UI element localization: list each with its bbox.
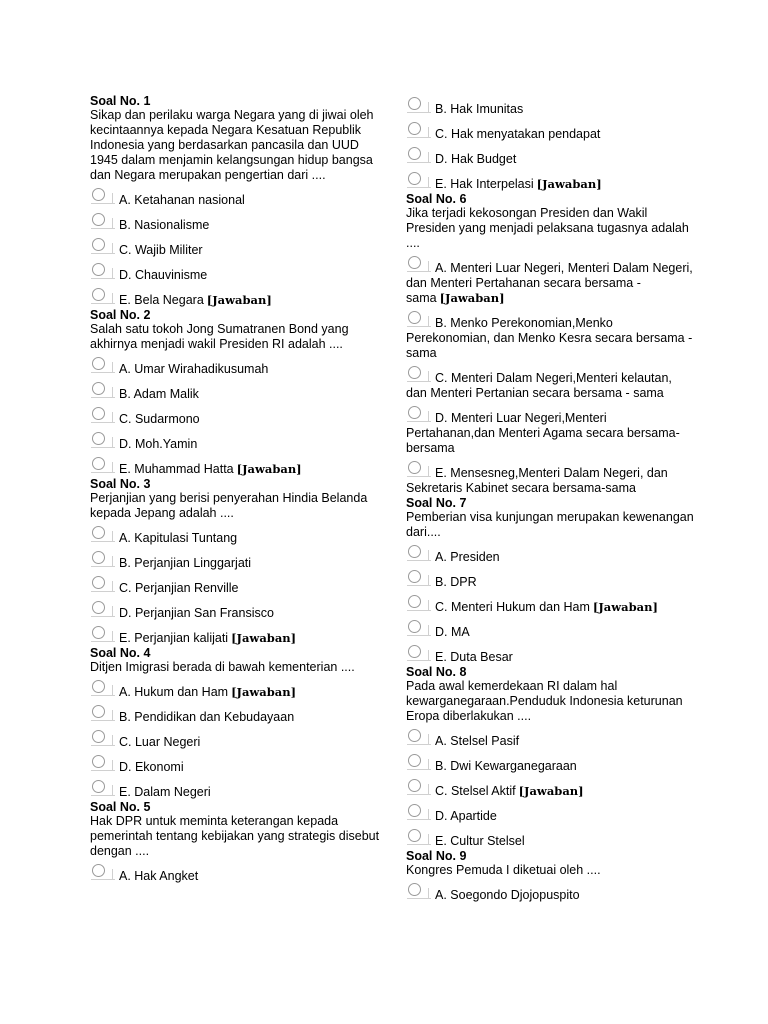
radio-button[interactable] [408, 729, 421, 742]
question-title: Soal No. 2 [90, 308, 151, 322]
option-8b[interactable] [406, 759, 696, 774]
option-3e[interactable] [90, 631, 380, 646]
radio-button[interactable] [92, 626, 105, 639]
radio-button[interactable] [408, 779, 421, 792]
option-label: B. Hak Imunitas [435, 102, 524, 116]
option-label: C. Perjanjian Renville [119, 581, 239, 595]
radio-button[interactable] [408, 883, 421, 896]
option-label: B. Menko Perekonomian,Menko Perekonomian, dan Menko Kesra secara bersama - sama [406, 316, 693, 360]
radio-button[interactable] [408, 311, 421, 324]
option-6b[interactable] [406, 316, 696, 361]
option-label: E. Cultur Stelsel [435, 834, 525, 848]
option-label: C. Menteri Hukum dan Ham [435, 600, 590, 614]
radio-button[interactable] [92, 407, 105, 420]
option-label: C. Hak menyatakan pendapat [435, 127, 601, 141]
option-label: A. Hukum dan Ham [119, 685, 229, 699]
option-5d[interactable] [406, 152, 696, 167]
radio-button[interactable] [408, 256, 421, 269]
option-2c[interactable] [90, 412, 380, 427]
option-label: A. Presiden [435, 550, 500, 564]
question-text: Kongres Pemuda I diketuai oleh .... [406, 863, 601, 877]
option-5e[interactable] [406, 177, 696, 192]
option-label: D. Apartide [435, 809, 497, 823]
question-title: Soal No. 8 [406, 665, 467, 679]
answer-marker: [Jawaban] [536, 177, 602, 191]
question-3 [90, 477, 380, 646]
option-label: C. Wajib Militer [119, 243, 203, 257]
question-8 [406, 665, 696, 849]
question-text: Pemberian visa kunjungan merupakan kewenangan dari.... [406, 510, 694, 539]
option-label: E. Dalam Negeri [119, 785, 211, 799]
radio-button[interactable] [408, 754, 421, 767]
question-title: Soal No. 7 [406, 496, 467, 510]
option-1c[interactable] [90, 243, 380, 258]
radio-button[interactable] [92, 755, 105, 768]
radio-button[interactable] [408, 122, 421, 135]
option-label: D. Chauvinisme [119, 268, 208, 282]
option-label: E. Perjanjian kalijati [119, 631, 229, 645]
option-1e[interactable] [90, 293, 380, 308]
option-7e[interactable] [406, 650, 696, 665]
radio-button[interactable] [408, 97, 421, 110]
radio-button[interactable] [92, 864, 105, 877]
radio-button[interactable] [92, 576, 105, 589]
option-label: D. Ekonomi [119, 760, 184, 774]
question-text: Pada awal kemerdekaan RI dalam hal kewarganegaraan.Penduduk Indonesia keturunan Eropa diberlakukan .... [406, 679, 683, 723]
option-label: B. Nasionalisme [119, 218, 210, 232]
option-8e[interactable] [406, 834, 696, 849]
option-5b[interactable] [406, 102, 696, 117]
option-8d[interactable] [406, 809, 696, 824]
question-6 [406, 192, 696, 496]
radio-button[interactable] [408, 461, 421, 474]
option-7d[interactable] [406, 625, 696, 640]
option-label: C. Stelsel Aktif [435, 784, 516, 798]
radio-button[interactable] [408, 829, 421, 842]
radio-button[interactable] [92, 526, 105, 539]
option-label: D. MA [435, 625, 470, 639]
question-1 [90, 94, 380, 308]
option-2b[interactable] [90, 387, 380, 402]
question-2 [90, 308, 380, 477]
option-4d[interactable] [90, 760, 380, 775]
left-column [90, 94, 380, 884]
option-label: E. Duta Besar [435, 650, 513, 664]
option-6a[interactable] [406, 261, 696, 306]
radio-button[interactable] [408, 545, 421, 558]
radio-button[interactable] [92, 705, 105, 718]
option-2d[interactable] [90, 437, 380, 452]
question-title: Soal No. 9 [406, 849, 467, 863]
question-text: Perjanjian yang berisi penyerahan Hindia Belanda kepada Jepang adalah .... [90, 491, 368, 520]
option-4a[interactable] [90, 685, 380, 700]
option-label: D. Perjanjian San Fransisco [119, 606, 274, 620]
option-label: C. Sudarmono [119, 412, 200, 426]
answer-marker: [Jawaban] [518, 784, 584, 798]
option-label: B. Adam Malik [119, 387, 199, 401]
option-2e[interactable] [90, 462, 380, 477]
right-column [406, 102, 696, 903]
radio-button[interactable] [92, 288, 105, 301]
answer-marker: [Jawaban] [592, 600, 658, 614]
radio-button[interactable] [92, 780, 105, 793]
option-label: D. Menteri Luar Negeri,Menteri Pertahanan,dan Menteri Agama secara bersama-bersama [406, 411, 680, 455]
option-label: A. Umar Wirahadikusumah [119, 362, 269, 376]
option-label: C. Luar Negeri [119, 735, 201, 749]
radio-button[interactable] [92, 357, 105, 370]
radio-button[interactable] [92, 213, 105, 226]
radio-button[interactable] [408, 147, 421, 160]
option-label: B. Perjanjian Linggarjati [119, 556, 252, 570]
answer-marker: [Jawaban] [439, 291, 505, 305]
option-6e[interactable] [406, 466, 696, 496]
radio-button[interactable] [92, 601, 105, 614]
option-label: D. Moh.Yamin [119, 437, 198, 451]
option-7a[interactable] [406, 550, 696, 565]
option-4b[interactable] [90, 710, 380, 725]
question-title: Soal No. 4 [90, 646, 151, 660]
question-title: Soal No. 6 [406, 192, 467, 206]
radio-button[interactable] [92, 457, 105, 470]
option-label: B. Dwi Kewarganegaraan [435, 759, 577, 773]
option-label: A. Hak Angket [119, 869, 199, 883]
option-2a[interactable] [90, 362, 380, 377]
radio-button[interactable] [408, 570, 421, 583]
option-3b[interactable] [90, 556, 380, 571]
question-title: Soal No. 5 [90, 800, 151, 814]
question-title: Soal No. 3 [90, 477, 151, 491]
radio-button[interactable] [408, 366, 421, 379]
option-1d[interactable] [90, 268, 380, 283]
option-4c[interactable] [90, 735, 380, 750]
option-7c[interactable] [406, 600, 696, 615]
radio-button[interactable] [408, 804, 421, 817]
question-4 [90, 646, 380, 800]
radio-button[interactable] [92, 432, 105, 445]
option-5a[interactable] [90, 869, 380, 884]
option-label: C. Menteri Dalam Negeri,Menteri kelautan, dan Menteri Pertanian secara bersama - sama [406, 371, 672, 400]
option-8a[interactable] [406, 734, 696, 749]
option-1b[interactable] [90, 218, 380, 233]
radio-button[interactable] [92, 382, 105, 395]
radio-button[interactable] [92, 730, 105, 743]
option-label: E. Mensesneg,Menteri Dalam Negeri, dan Sekretaris Kabinet secara bersama-sama [406, 466, 668, 495]
question-5 [90, 800, 380, 884]
radio-button[interactable] [408, 172, 421, 185]
option-6c[interactable] [406, 371, 696, 401]
radio-button[interactable] [92, 188, 105, 201]
question-9 [406, 849, 696, 903]
option-7b[interactable] [406, 575, 696, 590]
question-text: Hak DPR untuk meminta keterangan kepada pemerintah tentang kebijakan yang strategis disebut dengan .... [90, 814, 380, 858]
option-label: A. Ketahanan nasional [119, 193, 245, 207]
option-4e[interactable] [90, 785, 380, 800]
option-1a[interactable] [90, 193, 380, 208]
question-text: Jika terjadi kekosongan Presiden dan Wakil Presiden yang menjadi pelaksana tugasnya adalah .... [406, 206, 689, 250]
question-7 [406, 496, 696, 665]
radio-button[interactable] [92, 263, 105, 276]
option-3c[interactable] [90, 581, 380, 596]
option-label: D. Hak Budget [435, 152, 517, 166]
option-label: E. Bela Negara [119, 293, 204, 307]
radio-button[interactable] [92, 238, 105, 251]
radio-button[interactable] [408, 406, 421, 419]
question-text: Sikap dan perilaku warga Negara yang di jiwai oleh kecintaannya kepada Negara Kesatuan Republik Indonesia yang berdasarkan pancasila dan UUD 1945 dalam menjamin kelangsungan hidup bangsa dan Negara merupakan pengertian dari .... [90, 108, 374, 182]
answer-marker: [Jawaban] [231, 631, 297, 645]
option-6d[interactable] [406, 411, 696, 456]
option-label: A. Menteri Luar Negeri, Menteri Dalam Negeri, dan Menteri Pertahanan secara bersama - sama [406, 261, 693, 305]
radio-button[interactable] [92, 680, 105, 693]
option-3a[interactable] [90, 531, 380, 546]
option-8c[interactable] [406, 784, 696, 799]
answer-marker: [Jawaban] [231, 685, 297, 699]
question-text: Ditjen Imigrasi berada di bawah kementerian .... [90, 660, 355, 674]
option-label: A. Stelsel Pasif [435, 734, 520, 748]
question-title: Soal No. 1 [90, 94, 151, 108]
question-text: Salah satu tokoh Jong Sumatranen Bond yang akhirnya menjadi wakil Presiden RI adalah .... [90, 322, 349, 351]
option-label: B. Pendidikan dan Kebudayaan [119, 710, 295, 724]
radio-button[interactable] [92, 551, 105, 564]
radio-button[interactable] [408, 595, 421, 608]
option-label: A. Soegondo Djojopuspito [435, 888, 580, 902]
answer-marker: [Jawaban] [236, 462, 302, 476]
option-label: E. Hak Interpelasi [435, 177, 534, 191]
option-5c[interactable] [406, 127, 696, 142]
answer-marker: [Jawaban] [206, 293, 272, 307]
option-3d[interactable] [90, 606, 380, 621]
option-label: A. Kapitulasi Tuntang [119, 531, 238, 545]
radio-button[interactable] [408, 645, 421, 658]
option-label: B. DPR [435, 575, 477, 589]
radio-button[interactable] [408, 620, 421, 633]
option-9a[interactable] [406, 888, 696, 903]
option-label: E. Muhammad Hatta [119, 462, 234, 476]
